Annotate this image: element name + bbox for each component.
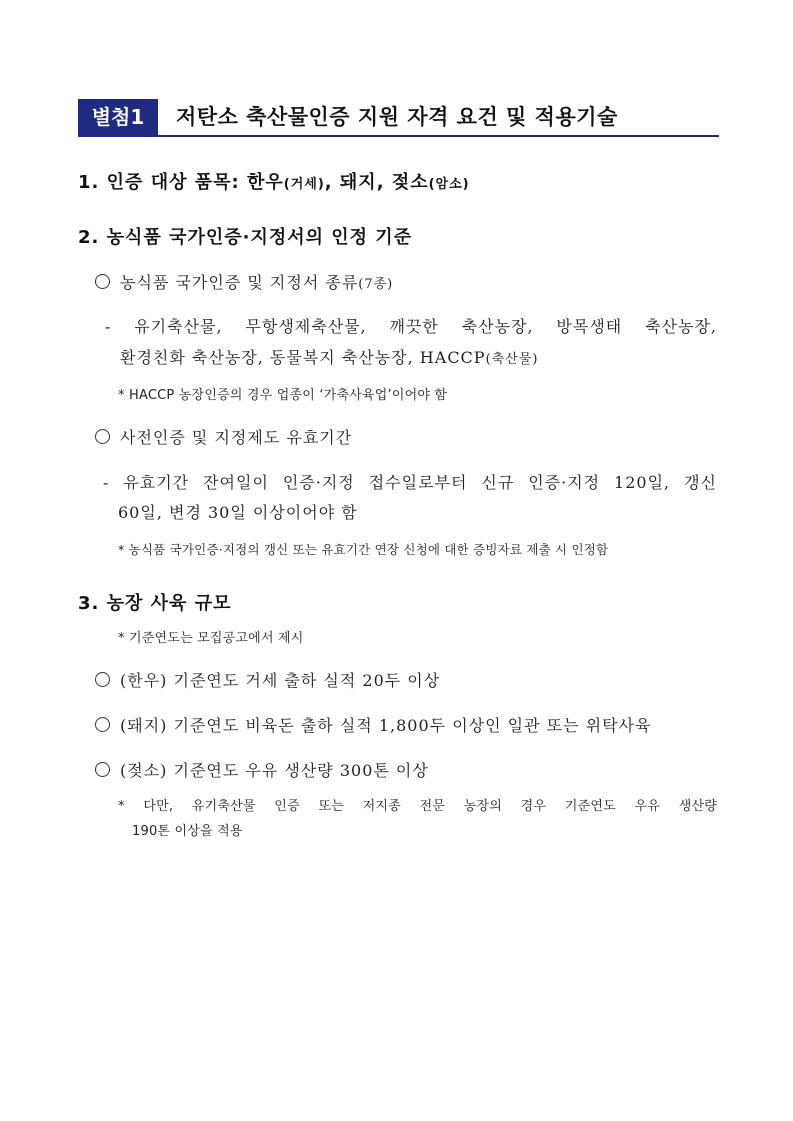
bullet-cert-types-paren: (7종) xyxy=(358,277,394,292)
organic-exception-note-line-1: * 다만, 유기축산물 인증 또는 저지종 전문 농장의 경우 기준연도 우유 생산량 xyxy=(118,799,717,814)
haccp-note: * HACCP 농장인증의 경우 업종이 ‘가축사육업’이어야 함 xyxy=(118,388,448,403)
bullet-dairy-text: (젖소) 기준연도 우유 생산량 300톤 이상 xyxy=(120,761,429,780)
circle-bullet-icon xyxy=(95,429,110,444)
validity-line-1: - 유효기간 잔여일이 인증·지정 접수일로부터 신규 인증·지정 120일, 갱신 xyxy=(103,473,717,492)
section-1-label: 인증 대상 품목: xyxy=(106,172,240,193)
bullet-hanwoo-text: (한우) 기준연도 거세 출하 실적 20두 이상 xyxy=(120,671,441,690)
section-1-heading xyxy=(78,168,470,194)
bullet-hanwoo xyxy=(95,668,440,691)
title-underline xyxy=(78,135,719,137)
circle-bullet-icon xyxy=(95,274,110,289)
bullet-validity xyxy=(95,425,352,448)
base-year-note: * 기준연도는 모집공고에서 제시 xyxy=(118,631,304,646)
bullet-pig xyxy=(95,713,651,736)
cert-list-line-1: - 유기축산물, 무항생제축산물, 깨끗한 축산농장, 방목생태 축산농장, xyxy=(105,317,717,336)
item-hanwoo-paren: (거세) xyxy=(283,177,325,192)
bullet-cert-types xyxy=(95,270,393,293)
validity-line-2: 60일, 변경 30일 이상이어야 함 xyxy=(118,503,358,522)
cert-list-line-2-paren: (축산물) xyxy=(485,352,539,367)
bullet-validity-text: 사전인증 및 지정제도 유효기간 xyxy=(120,428,353,447)
item-dairy: 젖소 xyxy=(391,172,429,193)
item-pig: 돼지 xyxy=(339,172,377,193)
document-title: 저탄소 축산물인증 지원 자격 요건 및 적용기술 xyxy=(176,105,618,129)
item-hanwoo: 한우 xyxy=(247,172,284,193)
circle-bullet-icon xyxy=(95,672,110,687)
cert-list-line-2 xyxy=(120,345,538,368)
circle-bullet-icon xyxy=(95,717,110,732)
organic-exception-note-line-2: 190톤 이상을 적용 xyxy=(132,824,243,839)
renewal-note: * 농식품 국가인증·지정의 갱신 또는 유효기간 연장 신청에 대한 증빙자료 제출 시 인정함 xyxy=(118,542,609,557)
bullet-cert-types-text: 농식품 국가인증 및 지정서 종류 xyxy=(120,273,359,292)
bullet-pig-text: (돼지) 기준연도 비육돈 출하 실적 1,800두 이상인 일관 또는 위탁사육 xyxy=(120,716,652,735)
circle-bullet-icon xyxy=(95,762,110,777)
attachment-badge: 별첨1 xyxy=(78,99,158,135)
item-dairy-paren: (암소) xyxy=(428,177,470,192)
separator: , xyxy=(324,172,333,193)
cert-list-line-2-text: 환경친화 축산농장, 동물복지 축산농장, HACCP xyxy=(120,348,486,367)
bullet-dairy xyxy=(95,758,429,781)
separator: , xyxy=(376,172,385,193)
section-3-heading: 3. 농장 사육 규모 xyxy=(78,593,232,614)
section-1-number: 1. xyxy=(78,172,100,193)
section-2-heading: 2. 농식품 국가인증·지정서의 인정 기준 xyxy=(78,227,413,248)
